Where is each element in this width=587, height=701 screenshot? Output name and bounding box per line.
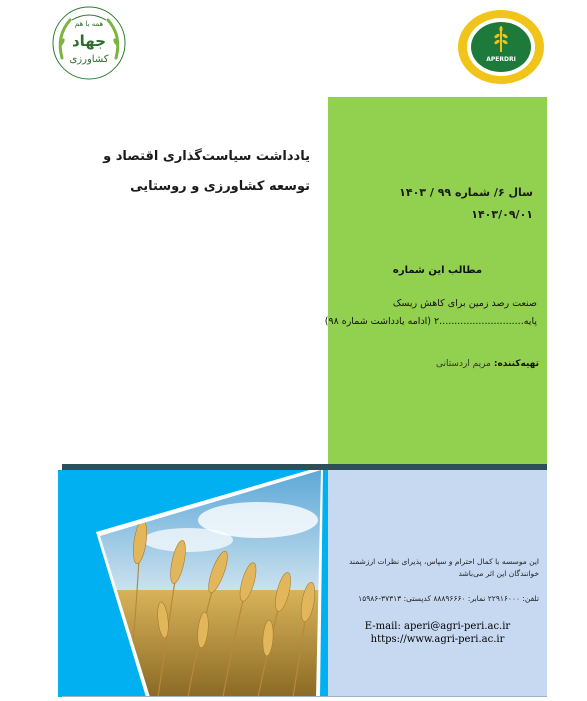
issue-info-panel: [324, 97, 547, 465]
wheat-field-image: [58, 470, 329, 697]
author-label: تهیه‌کننده:: [493, 359, 539, 369]
phone-line: تلفن: ۲۲۹۱۶۰۰۰ نمابر: ۸۸۸۹۶۶۶۰ کدپستی: ۳۷۳۱۳-۱۵۹۸۶: [358, 594, 539, 603]
issue-number: سال ۶/ شماره ۹۹ / ۱۴۰۳: [399, 186, 533, 199]
logo-word-top: جهاد: [71, 32, 107, 50]
jahad-keshavarzi-logo: [50, 4, 128, 82]
website-link[interactable]: https://www.agri-peri.ac.ir: [370, 634, 505, 645]
issue-details: [399, 182, 533, 226]
contents-item-2: پایه............................۲ (ادامه یادداشت شماره ۹۸): [324, 316, 537, 327]
logo-word-bottom: کشاورزی: [69, 54, 109, 65]
page-title: یادداشت سیاست‌گذاری اقتصاد و توسعه کشاورزی و روستایی: [103, 149, 310, 194]
aperdri-logo: [456, 8, 546, 86]
logo-arc-text: همه با هم: [74, 20, 104, 28]
logo-acronym: APERDRI: [486, 56, 516, 63]
email-link[interactable]: E-mail: aperi@agri-peri.ac.ir: [364, 621, 511, 632]
contact-panel: [328, 470, 547, 696]
author-line: [436, 359, 539, 369]
contents-item-1: صنعت رصد زمین برای کاهش ریسک: [392, 298, 537, 309]
issue-date: ۱۴۰۳/۰۹/۰۱: [471, 208, 533, 221]
feedback-note: این موسسه با کمال احترام و سپاس، پذیرای نظرات ارزشمند خوانندگان این اثر می‌باشد: [349, 557, 539, 578]
contents-heading: مطالب این شماره: [392, 265, 483, 276]
bottom-rule: [62, 696, 547, 697]
author-name: مریم اردستانی: [435, 359, 491, 369]
